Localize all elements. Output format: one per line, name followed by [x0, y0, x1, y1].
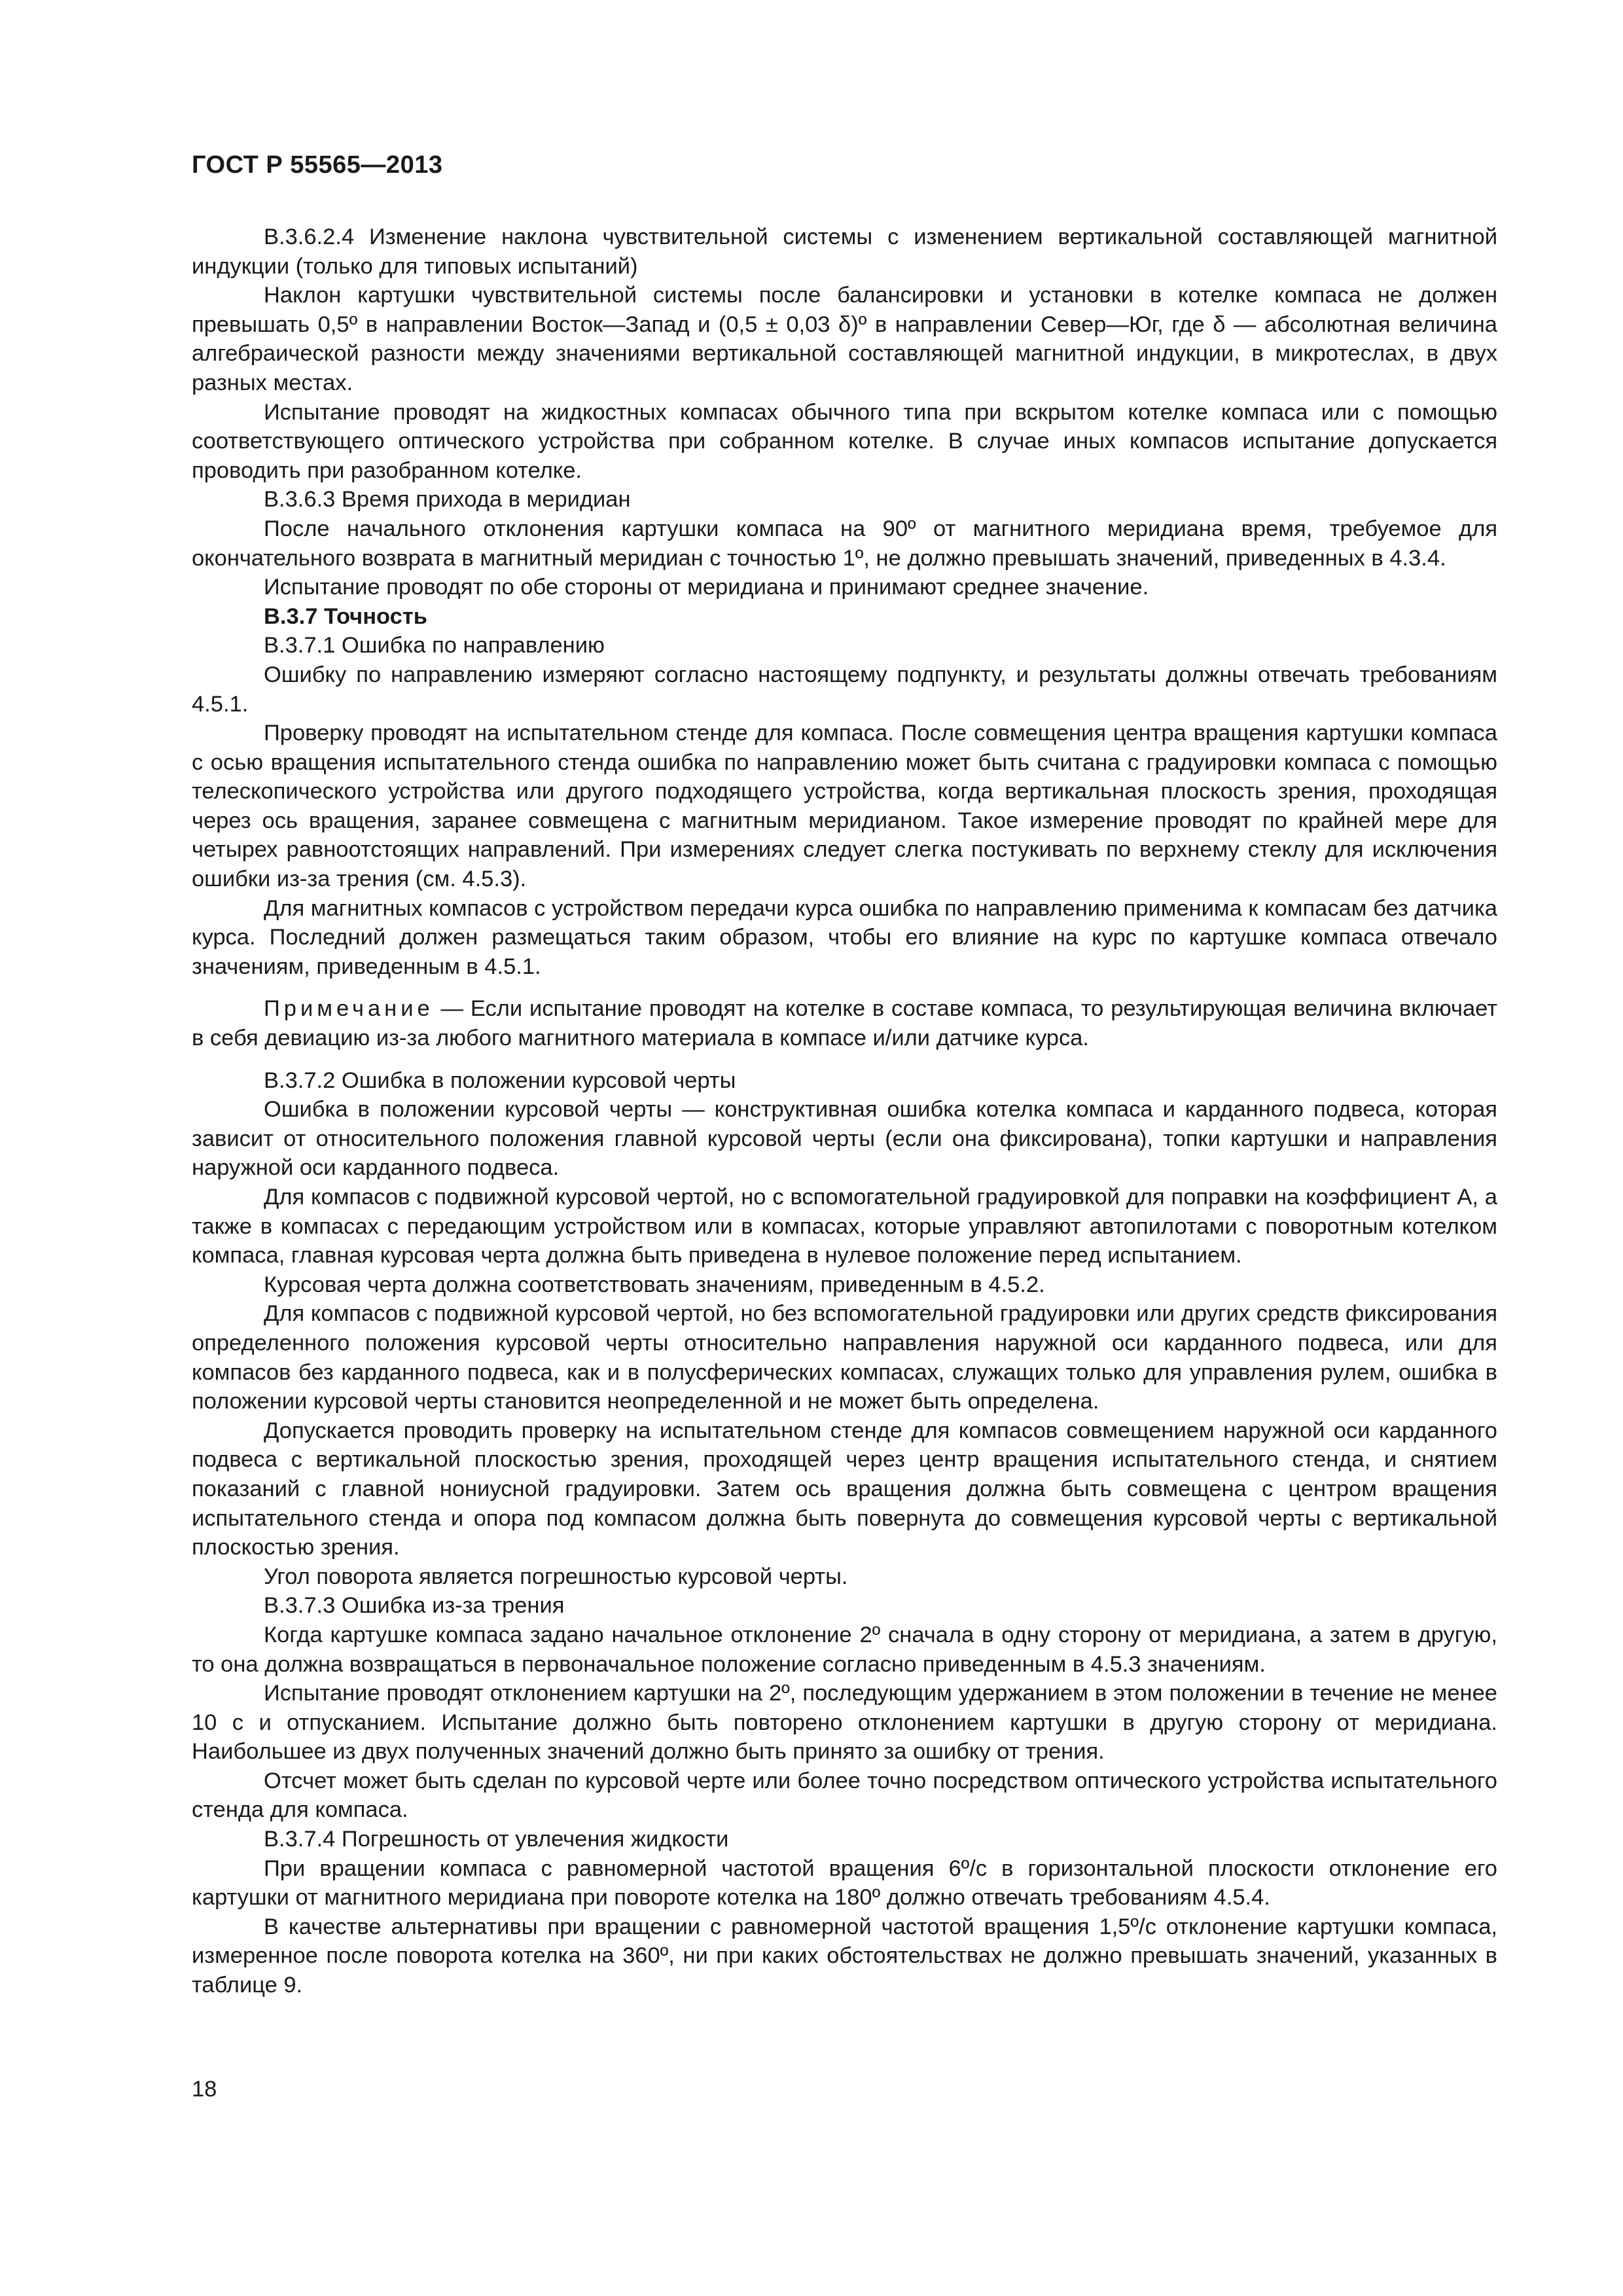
- standard-title: ГОСТ Р 55565—2013: [192, 151, 443, 179]
- clause-b3624-title: В.3.6.2.4 Изменение наклона чувствительной системы с изменением вертикальной составляющей магнитной индукции (только для типовых испытаний): [192, 224, 1497, 279]
- paragraph: Допускается проводить проверку на испытательном стенде для компасов совмещением наружной оси карданного подвеса с вертикальной плоскостью зрения, проходящей через центр вращения испытательного стенда, и снятием показаний с главной нониусной градуировки. Затем ось вращения должна быть совмещена с центром вращения испытательного стенда и опора под компасом должна быть повернута до совмещения курсовой черты с вертикальной плоскостью зрения.: [192, 1418, 1497, 1560]
- paragraph: Для компасов с подвижной курсовой чертой, но с вспомогательной градуировкой для поправки на коэффициент А, а также в компасах с передающим устройством или в компасах, которые управляют автопилотами с поворотным котелком компаса, главная курсовая черта должна быть приведена в нулевое положение перед испытанием.: [192, 1185, 1497, 1268]
- note-label: Примечание: [264, 996, 434, 1022]
- paragraph: Угол поворота является погрешностью курсовой черты.: [264, 1564, 848, 1589]
- paragraph: Когда картушке компаса задано начальное отклонение 2º сначала в одну сторону от меридиана, а затем в другую, то она должна возвращаться в первоначальное положение согласно приведенным в 4.5.3 значениям.: [192, 1622, 1497, 1677]
- paragraph: Испытание проводят по обе стороны от меридиана и принимают среднее значение.: [264, 575, 1149, 600]
- clause-b373-title: В.3.7.3 Ошибка из-за трения: [264, 1593, 565, 1619]
- clause-b374-title: В.3.7.4 Погрешность от увлечения жидкости: [264, 1827, 729, 1852]
- clause-b372-title: В.3.7.2 Ошибка в положении курсовой черты: [264, 1067, 736, 1093]
- note: [192, 994, 1497, 1052]
- paragraph: Ошибка в положении курсовой черты — конструктивная ошибка котелка компаса и карданного подвеса, которая зависит от относительного положения главной курсовой черты (если она фиксирована), топки картушки и направления наружной оси карданного подвеса.: [192, 1097, 1497, 1181]
- section-b37-heading: В.3.7 Точность: [264, 603, 427, 629]
- paragraph: Наклон картушки чувствительной системы после балансировки и установки в котелке компаса не должен превышать 0,5º в направлении Восток—Запад и (0,5 ± 0,03 δ)º в направлении Север—Юг, где δ — абсолютная величина алгебраической разности между значениями вертикальной составляющей магнитной индукции, в микротеслах, в двух разных местах.: [192, 283, 1497, 395]
- paragraph: Испытание проводят отклонением картушки на 2º, последующим удержанием в этом положении в течение не менее 10 с и отпусканием. Испытание должно быть повторено отклонением картушки в другую сторону от меридиана. Наибольшее из двух полученных значений должно быть принято за ошибку от трения.: [192, 1681, 1497, 1765]
- paragraph: При вращении компаса с равномерной частотой вращения 6º/с в горизонтальной плоскости отклонение его картушки от магнитного меридиана при повороте котелка на 180º должно отвечать требованиям 4.5.4.: [192, 1856, 1497, 1910]
- paragraph: Отсчет может быть сделан по курсовой черте или более точно посредством оптического устройства испытательного стенда для компаса.: [192, 1768, 1497, 1823]
- paragraph: Ошибку по направлению измеряют согласно настоящему подпункту, и результаты должны отвечать требованиям 4.5.1.: [192, 662, 1497, 717]
- paragraph: После начального отклонения картушки компаса на 90º от магнитного меридиана время, требуемое для окончательного возврата в магнитный меридиан с точностью 1º, не должно превышать значений, приведенных в 4.3.4.: [192, 516, 1497, 571]
- paragraph: Для компасов с подвижной курсовой чертой, но без вспомогательной градуировки или других средств фиксирования определенного положения курсовой черты относительно направления наружной оси карданного подвеса, или для компасов без карданного подвеса, как и в полусферических компасах, служащих только для управления рулем, ошибка в положении курсовой черты становится неопределенной и не может быть определена.: [192, 1301, 1497, 1414]
- clause-b371-title: В.3.7.1 Ошибка по направлению: [264, 633, 605, 658]
- clause-b363-title: В.3.6.3 Время прихода в меридиан: [264, 487, 631, 512]
- paragraph: В качестве альтернативы при вращении с равномерной частотой вращения 1,5º/с отклонение картушки компаса, измеренное после поворота котелка на 360º, ни при каких обстоятельствах не должно превышать значений, указанных в таблице 9.: [192, 1914, 1497, 1998]
- paragraph: Для магнитных компасов с устройством передачи курса ошибка по направлению применима к компасам без датчика курса. Последний должен размещаться таким образом, чтобы его влияние на курс по картушке компаса отвечало значениям, приведенным в 4.5.1.: [192, 895, 1497, 979]
- paragraph: Испытание проводят на жидкостных компасах обычного типа при вскрытом котелке компаса или с помощью соответствующего оптического устройства при собранном котелке. В случае иных компасов испытание допускается проводить при разобранном котелке.: [192, 399, 1497, 483]
- document-body: [192, 223, 1497, 2000]
- paragraph: Курсовая черта должна соответствовать значениям, приведенным в 4.5.2.: [264, 1272, 1045, 1297]
- page-number: 18: [192, 2077, 217, 2102]
- note-text: — Если испытание проводят на котелке в составе компаса, то результирующая величина включает в себя девиацию из-за любого магнитного материала в компасе и/или датчике курса.: [192, 996, 1497, 1051]
- paragraph: Проверку проводят на испытательном стенде для компаса. После совмещения центра вращения картушки компаса с осью вращения испытательного стенда ошибка по направлению может быть считана с градуировки компаса с помощью телескопического устройства или другого подходящего устройства, когда вертикальная плоскость зрения, проходящая через ось вращения, заранее совмещена с магнитным меридианом. Такое измерение проводят по крайней мере для четырех равноотстоящих направлений. При измерениях следует слегка постукивать по верхнему стеклу для исключения ошибки из-за трения (см. 4.5.3).: [192, 721, 1497, 892]
